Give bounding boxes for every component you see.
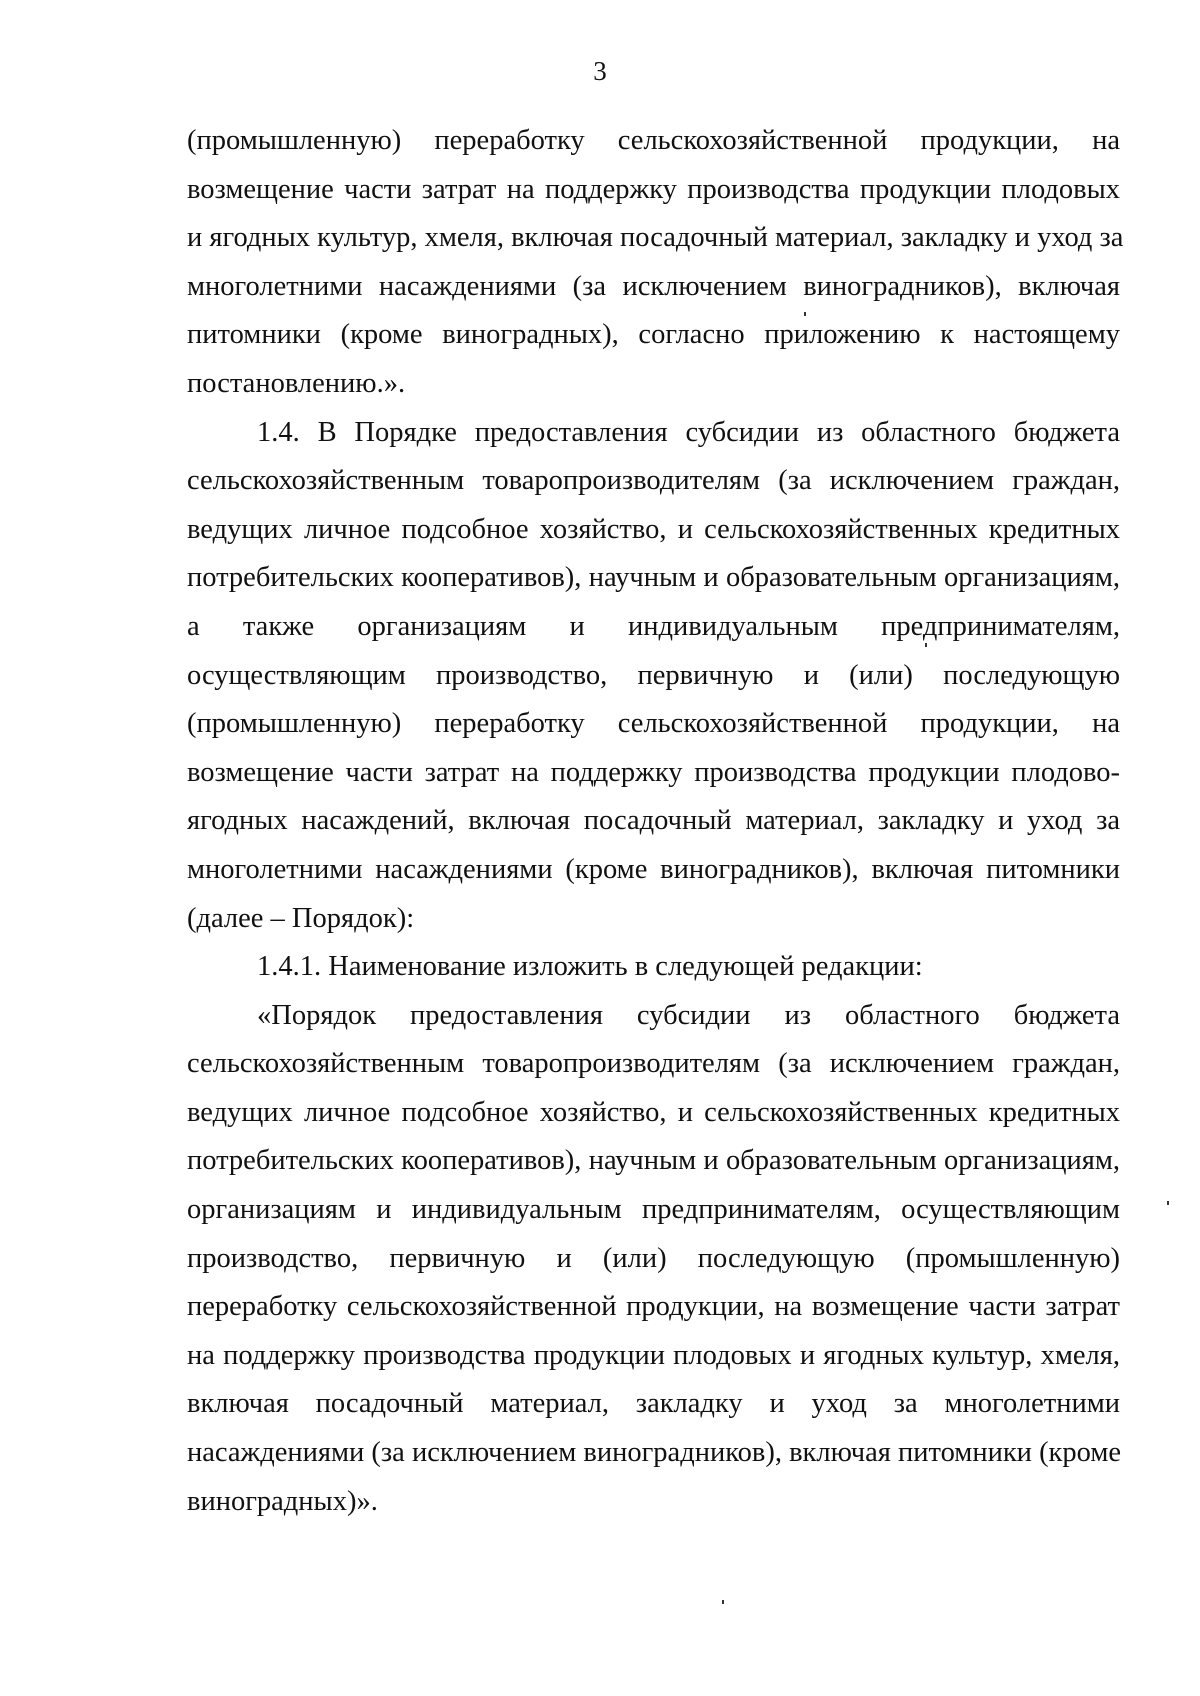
text-line: насаждениями (за исключением виноградников), включая питомники (кроме — [187, 1437, 1122, 1469]
paragraph-1-4-1 — [187, 943, 1120, 992]
scan-speck — [722, 1600, 724, 1604]
text-line: питомники (кроме виноградных), согласно приложению к настоящему — [187, 319, 1120, 351]
text-line: ведущих личное подсобное хозяйство, и сельскохозяйственных кредитных — [187, 1096, 1120, 1128]
text-line: включая посадочный материал, закладку и уход за многолетними — [187, 1388, 1120, 1420]
text-line: (промышленную) переработку сельскохозяйственной продукции, на — [187, 125, 1120, 156]
text-line: 1.4.1. Наименование изложить в следующей редакции: — [257, 951, 923, 983]
text-line: многолетними насаждениями (кроме виноградников), включая питомники — [187, 853, 1120, 885]
text-line: (далее – Порядок): — [187, 902, 415, 934]
text-line: возмещение части затрат на поддержку производства продукции плодово- — [187, 756, 1120, 788]
text-line: постановлению.». — [187, 367, 406, 399]
text-line: ягодных насаждений, включая посадочный материал, закладку и уход за — [187, 805, 1120, 837]
text-line: потребительских кооперативов), научным и образовательным организациям, — [187, 562, 1120, 594]
page-number: 3 — [593, 56, 607, 86]
document-body — [187, 117, 1124, 1526]
scan-speck — [925, 643, 927, 647]
text-line: сельскохозяйственным товаропроизводителям (за исключением граждан, — [187, 1048, 1120, 1080]
paragraph-continuation — [187, 117, 1124, 409]
text-line: сельскохозяйственным товаропроизводителям (за исключением граждан, — [187, 465, 1120, 497]
text-line: «Порядок предоставления субсидии из областного бюджета — [257, 999, 1120, 1031]
text-line: и ягодных культур, хмеля, включая посадочный материал, закладку и уход за — [187, 222, 1124, 254]
text-line: потребительских кооперативов), научным и образовательным организациям, — [187, 1145, 1120, 1177]
text-line: переработку сельскохозяйственной продукции, на возмещение части затрат — [187, 1291, 1120, 1323]
text-line: виноградных)». — [187, 1485, 378, 1517]
text-line: производство, первичную и (или) последующую (промышленную) — [187, 1242, 1120, 1274]
text-line: многолетними насаждениями (за исключением виноградников), включая — [187, 270, 1120, 302]
scan-speck — [1167, 1201, 1169, 1205]
scan-speck — [804, 312, 806, 316]
text-line: возмещение части затрат на поддержку производства продукции плодовых — [187, 173, 1120, 205]
paragraph-1-4 — [187, 409, 1120, 944]
paragraph-quoted-title — [187, 992, 1120, 1527]
text-line: (промышленную) переработку сельскохозяйственной продукции, на — [187, 708, 1120, 740]
text-line: на поддержку производства продукции плодовых и ягодных культур, хмеля, — [187, 1339, 1120, 1371]
text-line: организациям и индивидуальным предпринимателям, осуществляющим — [187, 1194, 1120, 1226]
text-line: ведущих личное подсобное хозяйство, и сельскохозяйственных кредитных — [187, 513, 1120, 545]
text-line: 1.4. В Порядке предоставления субсидии из областного бюджета — [257, 416, 1120, 448]
text-line: а также организациям и индивидуальным предпринимателям, — [187, 610, 1120, 642]
text-line: осуществляющим производство, первичную и (или) последующую — [187, 659, 1120, 691]
